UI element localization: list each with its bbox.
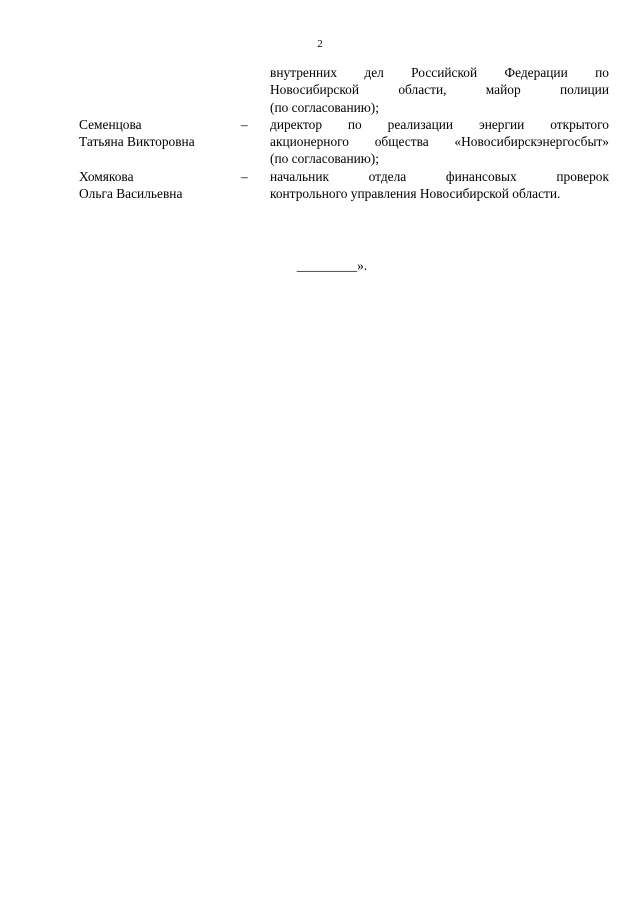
member-entry-khomyakova — [79, 168, 609, 203]
member-name — [79, 64, 241, 116]
dash-separator: – — [241, 116, 248, 132]
position-line: акционерного общества «Новосибирскэнергосбыт» — [270, 134, 609, 150]
dash-separator — [241, 64, 270, 116]
position-line: начальник отдела финансовых проверок — [270, 168, 609, 184]
page-number: 2 — [317, 38, 323, 50]
position-line: контрольного управления Новосибирской области. — [270, 186, 561, 202]
member-position — [270, 116, 609, 168]
member-entry-sementsova — [79, 116, 609, 168]
position-line: Новосибирской области, майор полиции — [270, 82, 609, 98]
position-line: (по согласованию); — [270, 151, 379, 167]
member-entry-continued — [79, 64, 609, 116]
dash-separator: – — [241, 168, 248, 184]
member-position — [270, 64, 609, 116]
member-name — [79, 116, 241, 168]
member-surname: Семенцова — [79, 116, 142, 132]
member-given-names: Татьяна Викторовна — [79, 134, 195, 150]
member-position — [270, 168, 609, 203]
position-line: внутренних дел Российской Федерации по — [270, 65, 609, 80]
position-line: директор по реализации энергии открытого — [270, 116, 609, 132]
member-name — [79, 168, 241, 203]
member-list — [79, 64, 609, 202]
position-line: (по согласованию); — [270, 99, 379, 115]
member-given-names: Ольга Васильевна — [79, 186, 183, 202]
member-surname: Хомякова — [79, 168, 134, 184]
closing-mark: _________». — [296, 258, 368, 273]
